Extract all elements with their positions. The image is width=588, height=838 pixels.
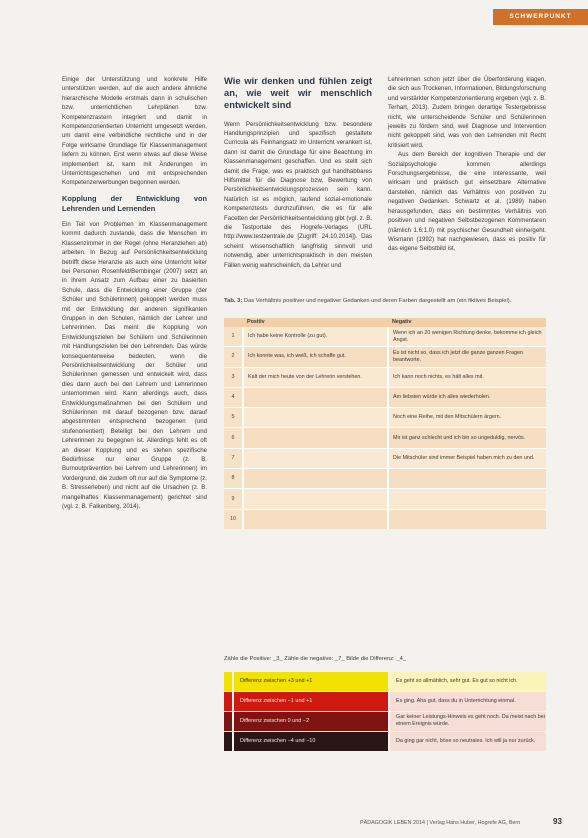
legend-swatch	[224, 712, 232, 731]
row-number: 5	[224, 408, 243, 428]
row-number: 7	[224, 448, 243, 468]
legend-label: Differenz zwischen +3 und +1	[234, 672, 388, 691]
count-difference: Bilde die Differenz: _4_	[346, 656, 407, 662]
section-heading: Kopplung der Entwicklung von Lehrenden und Lernenden	[62, 193, 207, 213]
count-positive: Zähle die Positive: _3_	[224, 656, 283, 662]
paragraph: Ein Teil von Problemen im Klassenmanagement kommt dadurch zustande, dass die Menschen im Klassenzimmer in der Regel (ohne Heranziehen ab) arbeiten. In Bezug auf Persönlichkeitsentwicklung betrifft diese Heranzie als auch eine Unterricht leiter bei Personen Rosenfeld/Bernbinger (2007) setzt an in ihrem Ansatz zum Aufbau einer zu basierten Schule, dass die Entwicklung einer Gruppe (der Schüler und Schülerinnen) gekoppelt werden muss mit der Entwicklung der anderen signifikanten Gruppen in den Schulen, nämlich der Lehrer und Lehrerinnen. Das meint die Kopplung von Entwicklungszielen bei Schülern und Schülerinnen mit Handlungszielen bei den Lehrenden. Das würde konsequenterweise bedeuten, wenn die Persönlichkeitsentwicklung der Schüler und Schülerinnen gemessen und entwickelt wird, dass dies dann auch bei den Lehrern und Lehrerinnen unternommen wird. Kann allerdings auch, dass Entwicklungsmaßnahmen bei den Schülern und Schülerinnen mit darauf bezogenen bzw. darauf abgestimmten entsprechend bezogenen (und stufenorientiert) Beteiligt bei den Lehrern und Lehrerinnen zu begegnen ist. Allerdings fehlt es oft an dieser Kopplung und es stehen spezifische Bedürfnisse nur einer Gruppe (z. B. Burnoutprävention bei Lehrern und Lehrerinnen) im Vordergrund, die zudem oft nur auf die Symptome (z. B. Stresserleben) und nicht auf die Ursachen (z. B. mangelhaftes Klassenmanagement) gerichtet sind (vgl. z. B. Falkenberg, 2014).	[62, 220, 207, 511]
positive-thought	[243, 509, 388, 529]
table-header-row	[224, 318, 546, 327]
row-number: 2	[224, 347, 243, 367]
table-body	[224, 327, 546, 529]
page-number: 93	[553, 817, 562, 826]
row-number: 4	[224, 387, 243, 407]
paragraph: Wenn Persönlichkeitsentwicklung bzw. besondere Handlungsprinzipien und spezifisch gestaltete Curricula als Feinhangsatz im Unterricht verankert ist, dann ist damit die Grundlage für eine Beachtung im Klassenmanagement geschaffen. Und es stellt sich damit die Frage, was es praktisch gut handhabbares Hilfsmittel für die Diagnose bzw. Bewertung von Persönlichkeitsentwicklungsprozessen sein kann. Natürlich ist es möglich, laufend sozial-emotionale Kompetenztests durchzuführen, die es für alle Facetten der Persönlichkeitsentwicklung gibt (vgl. z. B. die Testportale des Hogrefe-Verlages (URL http://www.testzentrale.de [Zugriff: 24.10.2014]). Das scheint wissenschaftlich langfristig sinnvoll und notwendig, aber unterrichtspraktisch in den meisten Fällen wenig wahrscheinlich, da Lehrer und	[224, 120, 372, 269]
negative-thought: Es ist nicht so, dass ich jetzt die ganze ganzen Fragen beantworte.	[388, 347, 546, 367]
negative-thought	[388, 489, 546, 509]
row-number: 1	[224, 327, 243, 347]
table-row	[224, 367, 546, 387]
table-row	[224, 448, 546, 468]
positive-thought	[243, 489, 388, 509]
negative-thought: Am liebsten würde ich alles wiederholen.	[388, 387, 546, 407]
table-row	[224, 387, 546, 407]
counts-line	[224, 655, 546, 663]
legend-row	[224, 692, 546, 711]
thoughts-table	[224, 318, 546, 529]
legend-label: Differenz zwischen −1 und +1	[234, 692, 388, 711]
row-number: 8	[224, 469, 243, 489]
article-heading: Wie wir denken und fühlen zeigt an, wie weit wir menschlich entwickelt sind	[224, 75, 372, 111]
negative-thought: Mir ist ganz schlecht und ich bin so ungeduldig, nervös.	[388, 428, 546, 448]
positive-thought: Ich konnte was, ich weiß, ich schaffe gut.	[243, 347, 388, 367]
table-header-number	[224, 318, 243, 327]
table-row	[224, 347, 546, 367]
negative-thought: Die Mitschüler sind immer Beispiel haben mich zu den und.	[388, 448, 546, 468]
count-negative: Zähle die negative: _7_	[284, 656, 345, 662]
paragraph: Lehrerinnen schon jetzt über die Überforderung klagen, die sich aus Trockenen, Informationen, Bildungsforschung und verstärkter Kompetenzorientierung ergeben (vgl. z. B. Terhart, 2013). Zudem bringen derartige Testergebnisse nicht, wie unterscheidende Schüler und Schülerinnen jeweils zu fördern sind, weil Diagnose und Intervention nicht gekoppelt sind, was von den Lehrenden mit Recht kritisiert wird.	[388, 76, 546, 149]
footer-citation: PÄDAGOGIK LEBEN 2014 | Verlag Hans Huber, Hogrefe AG, Bern	[360, 820, 521, 826]
legend-label: Differenz zwischen 0 und −2	[234, 712, 388, 731]
section-badge: SCHWERPUNKT	[493, 9, 588, 25]
paragraph: Aus dem Bereich der kognitiven Therapie und der Sozialpsychologie kommen allerdings Forschungsergebnisse, die eine interessante, weil wirksam und praktisch gut einsetzbare Alternative darstellen, nämlich das Verhältnis von positiven zu negativen Gedanken. Schwartz et al. (1989) haben herausgefunden, dass ein bestimmtes Verhältnis von positiven und negativen Selbstbezogenen Kommentaren (nämlich 1.6:1,0) mit psychischer Gesundheit einhergeht. Wismann (1992) hat nachgewiesen, dass es positiv für das eigene Selbstbild ist,	[388, 151, 546, 253]
positive-thought	[243, 448, 388, 468]
positive-thought: Ich habe keine Kontrolle (zu gut).	[243, 327, 388, 347]
legend-comment: Es geht so allmählich, sehr gut. Es gut so nicht ich.	[390, 672, 546, 691]
positive-thought: Kalt der mich heute von der Lehrerin verstehen.	[243, 367, 388, 387]
legend-row	[224, 672, 546, 691]
negative-thought	[388, 509, 546, 529]
positive-thought	[243, 469, 388, 489]
legend-swatch	[224, 672, 232, 691]
row-number: 6	[224, 428, 243, 448]
legend-swatch	[224, 732, 232, 751]
column-middle	[224, 75, 372, 270]
table-caption-text: Das Verhältnis positiver und negativer Gedanken und deren Farben dargestellt am (ein fiktives Beispiel).	[243, 298, 512, 304]
table-row	[224, 469, 546, 489]
column-right	[388, 75, 546, 254]
negative-thought: Noch eine Reihe, mit den Mitschülern ärgern.	[388, 408, 546, 428]
row-number: 3	[224, 367, 243, 387]
table-header-negative: Negativ	[388, 318, 546, 327]
negative-thought	[388, 469, 546, 489]
table-label: Tab. 3:	[224, 298, 243, 304]
positive-thought	[243, 408, 388, 428]
row-number: 9	[224, 489, 243, 509]
table-row	[224, 428, 546, 448]
negative-thought: Wenn ich an 20 wenigen Richtung denke, bekomme ich gleich Angst.	[388, 327, 546, 347]
table-header-positive: Positiv	[243, 318, 388, 327]
legend-label: Differenz zwischen −4 und −10	[234, 732, 388, 751]
legend-comment: Da ging gar nicht, böse so neutrales. Ich will ja nur zurück.	[390, 732, 546, 751]
legend-comment: Gar keiner Leistungs-Hinweis es geht noch. Da meist nach bei einem Ereignis würde.	[390, 712, 546, 731]
legend-swatch	[224, 692, 232, 711]
legend-comment: Es ging. Aha gut, dass du in Unterrichtung einmal.	[390, 692, 546, 711]
negative-thought: Ich kann noch nichts, es hält alles mit.	[388, 367, 546, 387]
table-row	[224, 408, 546, 428]
table-row	[224, 327, 546, 347]
column-left	[62, 75, 207, 511]
difference-legend	[224, 672, 546, 752]
positive-thought	[243, 428, 388, 448]
row-number: 10	[224, 509, 243, 529]
legend-row	[224, 712, 546, 731]
positive-thought	[243, 387, 388, 407]
table-caption	[224, 297, 546, 305]
table-row	[224, 509, 546, 529]
legend-row	[224, 732, 546, 751]
paragraph: Einige der Unterstützung und konkrete Hilfe unterstützen werden, auf die auch andere ähnliche hierarchische Modelle erstmals dann in schulischen bzw. unterrichtlichen Lehrplänen bzw. Kompetenzrastern integriert und damit in Kompetenzorientierten Unterricht umgesetzt werden, um damit eine verbindliche rechtliche und in der Folge wirksame Grundlage für Klassenmanagement liefern zu können. Erst wenn etwas auf diese Weise implementiert ist, kann mit Änderungen im Unterrichtsgeschehen und mit entsprechenden Kompetenzerwerbungen begonnen werden.	[62, 76, 207, 187]
table-row	[224, 489, 546, 509]
